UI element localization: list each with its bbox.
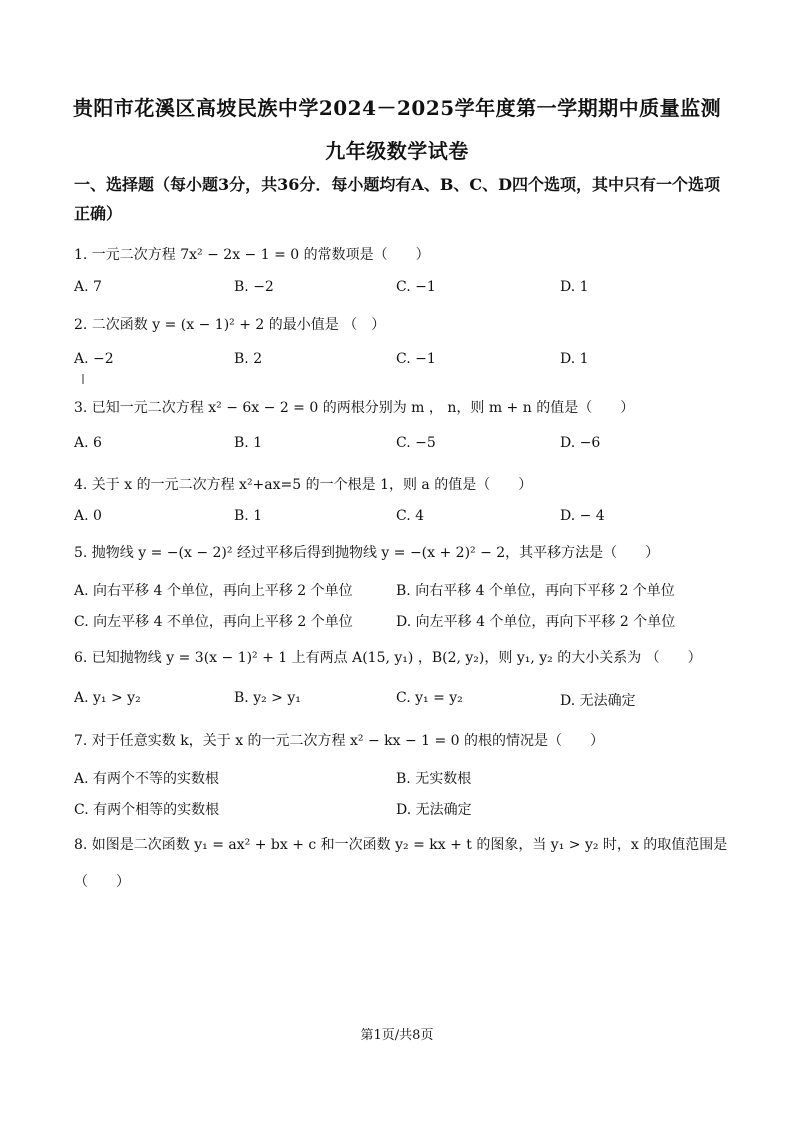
option-d: D. 向左平移 4 个单位，再向下平移 2 个单位 [396,614,676,630]
option-a: A. 7 [74,279,102,295]
option-c: C. −5 [396,435,436,451]
option-d: D. 无法确定 [560,693,636,709]
question-1-options [74,279,734,299]
page-number: 第1页/共8页 [360,1028,434,1043]
option-d: D. 无法确定 [396,802,472,818]
section-heading: 一、选择题（每小题3分，共36分．每小题均有A、B、C、D四个选项，其中只有一个选项正确） [74,175,720,223]
question-1: 1. 一元二次方程 7x² − 2x − 1 = 0 的常数项是（ ） [74,247,430,263]
question-7-options-row1 [74,768,734,788]
question-3: 3. 已知一元二次方程 x² − 6x − 2 = 0 的两根分别为 m ， n，则 m + n 的值是（ ） [74,400,635,416]
option-d: D. 1 [560,351,589,367]
option-b: B. 无实数根 [396,771,472,787]
option-b: B. −2 [234,279,274,295]
option-c: C. y₁ = y₂ [396,690,463,706]
option-a: A. 0 [74,508,102,524]
option-a: A. 向右平移 4 个单位，再向上平移 2 个单位 [74,583,353,599]
question-5: 5. 抛物线 y = −(x − 2)² 经过平移后得到抛物线 y = −(x + 2)² − 2，其平移方法是（ ） [74,545,660,561]
question-2: 2. 二次函数 y = (x − 1)² + 2 的最小值是 （ ） [74,317,386,333]
option-c: C. 有两个相等的实数根 [74,802,220,818]
question-5-options-row1 [74,580,734,600]
question-6: 6. 已知抛物线 y = 3(x − 1)² + 1 上有两点 A(15, y₁) ，B(2, y₂)，则 y₁, y₂ 的大小关系为 （ ） [74,650,702,666]
option-a: A. −2 [74,351,114,367]
question-4-options [74,508,734,528]
option-c: C. 向左平移 4 不单位，再向上平移 2 个单位 [74,614,353,630]
question-8-continuation: （ ） [74,874,130,890]
option-d: D. − 4 [560,508,605,524]
option-d: D. 1 [560,279,589,295]
option-a: A. 有两个不等的实数根 [74,771,220,787]
option-b: B. y₂ > y₁ [234,690,301,706]
option-b: B. 1 [234,435,263,451]
question-5-options-row2 [74,611,734,631]
question-8: 8. 如图是二次函数 y₁ = ax² + bx + c 和一次函数 y₂ = kx + t 的图象，当 y₁ > y₂ 时，x 的取值范围是 [74,837,728,853]
option-b: B. 1 [234,508,263,524]
option-c: C. −1 [396,279,436,295]
option-b: B. 向右平移 4 个单位，再向下平移 2 个单位 [396,583,675,599]
question-7-options-row2 [74,799,734,819]
question-6-options [74,690,734,710]
question-3-options [74,435,734,455]
option-c: C. −1 [396,351,436,367]
question-7: 7. 对于任意实数 k，关于 x 的一元二次方程 x² − kx − 1 = 0 的根的情况是（ ） [74,733,605,749]
option-c: C. 4 [396,508,425,524]
exam-title-line1: 贵阳市花溪区高坡民族中学2024－2025学年度第一学期期中质量监测 [72,96,722,120]
option-b: B. 2 [234,351,263,367]
question-4: 4. 关于 x 的一元二次方程 x²+ax=5 的一个根是 1，则 a 的值是（ ） [74,477,533,493]
scan-mark [82,374,84,384]
question-2-options [74,351,734,371]
exam-title-line2: 九年级数学试卷 [325,139,469,163]
option-d: D. −6 [560,435,601,451]
option-a: A. 6 [74,435,102,451]
option-a: A. y₁ > y₂ [74,690,141,706]
